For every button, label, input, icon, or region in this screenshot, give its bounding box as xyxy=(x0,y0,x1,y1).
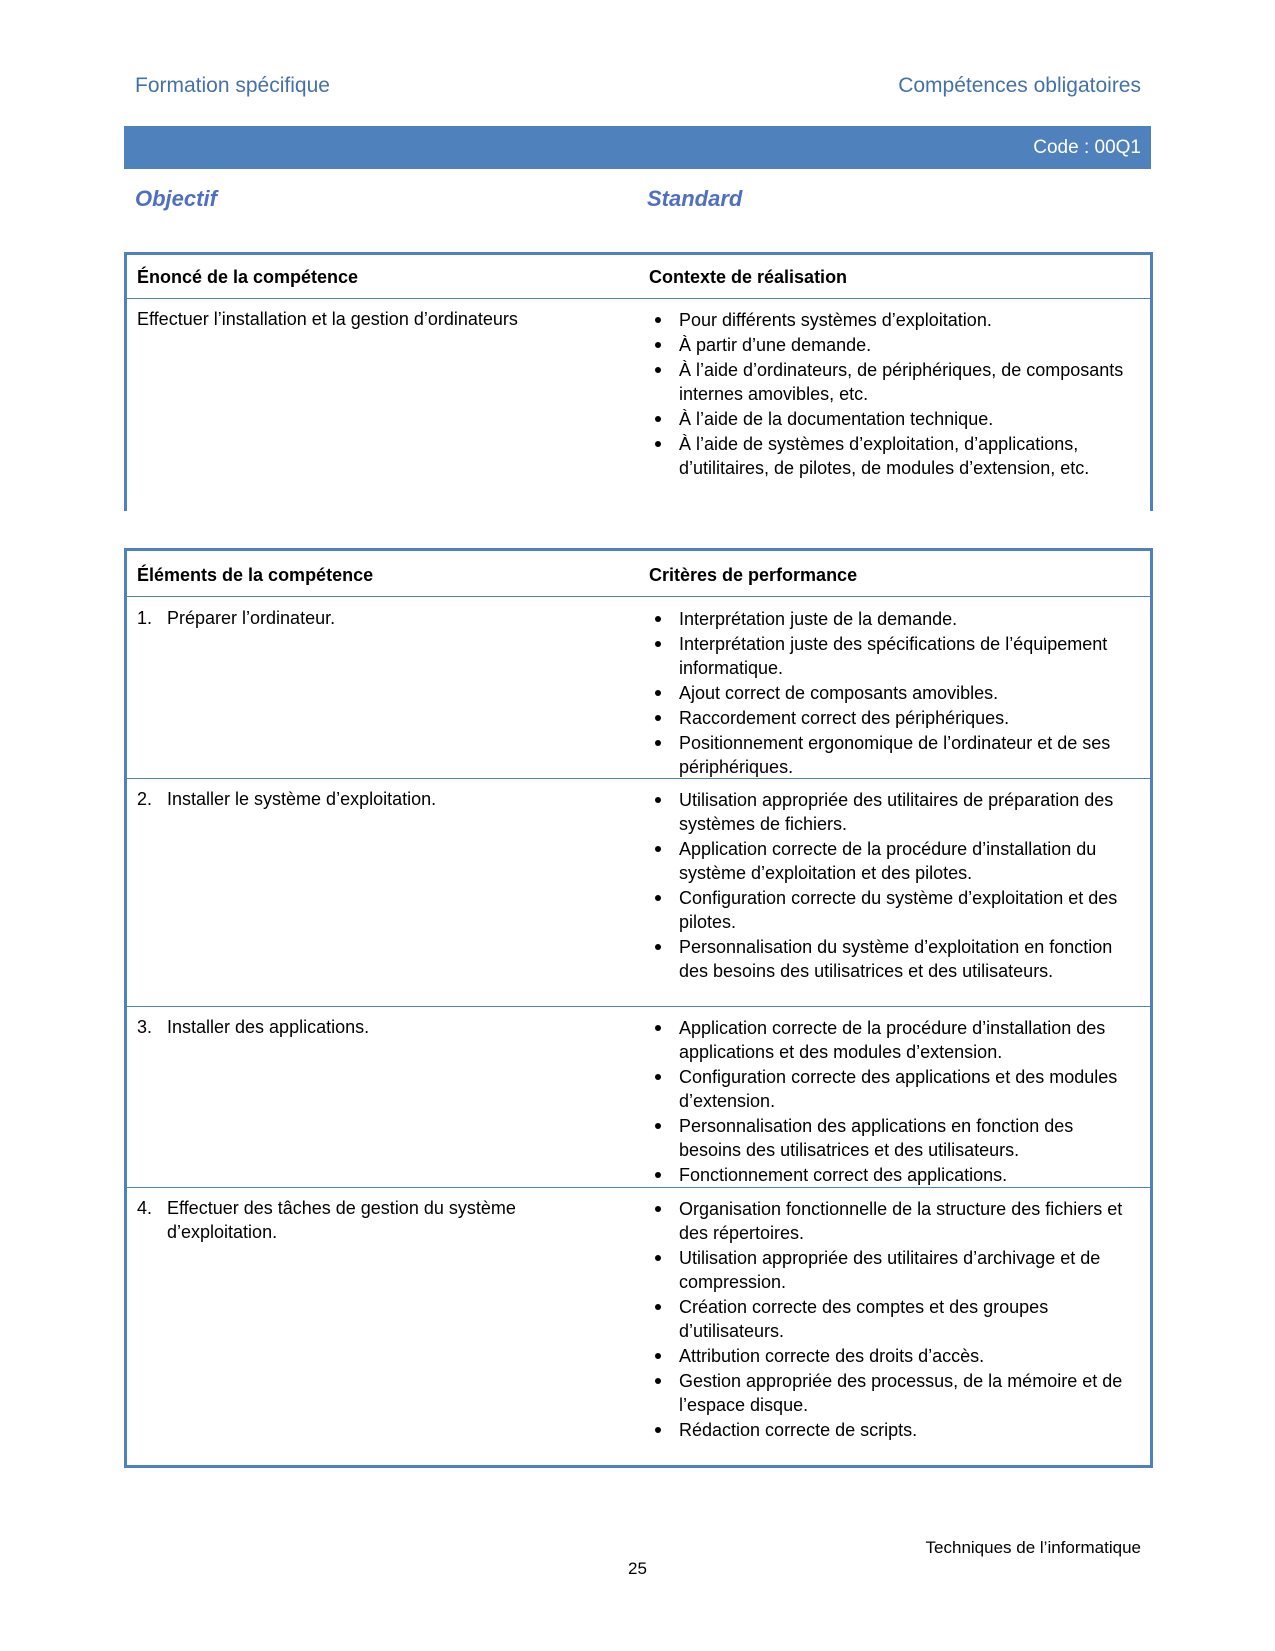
context-list xyxy=(649,308,1139,481)
element-number: 3. xyxy=(137,1017,153,1037)
list-item: Utilisation appropriée des utilitaires de préparation des systèmes de fichiers. xyxy=(649,788,1139,836)
competency-code: Code : 00Q1 xyxy=(1033,137,1141,158)
page-number: 25 xyxy=(628,1559,647,1578)
list-item: À l’aide d’ordinateurs, de périphériques, de composants internes amovibles, etc. xyxy=(649,358,1139,406)
criteria-list-3 xyxy=(649,1016,1139,1188)
header-divider xyxy=(127,596,1150,597)
list-item: Attribution correcte des droits d’accès. xyxy=(649,1344,1139,1368)
element-3 xyxy=(137,1015,577,1039)
element-text: Effectuer des tâches de gestion du système d’exploitation. xyxy=(167,1198,516,1242)
list-item: Interprétation juste des spécifications de l’équipement informatique. xyxy=(649,632,1139,680)
criteria-list-2 xyxy=(649,788,1139,984)
list-item: Organisation fonctionnelle de la structure des fichiers et des répertoires. xyxy=(649,1197,1139,1245)
row-divider xyxy=(127,1187,1150,1188)
list-item: Application correcte de la procédure d’installation des applications et des modules d’extension. xyxy=(649,1016,1139,1064)
element-2 xyxy=(137,787,577,811)
header-section: Compétences obligatoires xyxy=(898,74,1141,97)
element-number: 4. xyxy=(137,1198,153,1218)
list-item: Configuration correcte des applications et des modules d’extension. xyxy=(649,1065,1139,1113)
element-number: 2. xyxy=(137,789,153,809)
list-item: À partir d’une demande. xyxy=(649,333,1139,357)
objectif-title: Objectif xyxy=(135,186,217,211)
element-number: 1. xyxy=(137,608,153,628)
criteria-list-4 xyxy=(649,1197,1139,1443)
header-program: Formation spécifique xyxy=(135,74,330,97)
context-header: Contexte de réalisation xyxy=(649,267,848,287)
list-item: Rédaction correcte de scripts. xyxy=(649,1418,1139,1442)
element-text: Préparer l’ordinateur. xyxy=(167,608,336,628)
list-item: Ajout correct de composants amovibles. xyxy=(649,681,1139,705)
criteria-list-1 xyxy=(649,607,1139,780)
elements-header: Éléments de la compétence xyxy=(137,565,374,585)
competency-statement: Effectuer l’installation et la gestion d’ordinateurs xyxy=(137,309,518,329)
list-item: Pour différents systèmes d’exploitation. xyxy=(649,308,1139,332)
list-item: Personnalisation des applications en fonction des besoins des utilisatrices et des utilisateurs. xyxy=(649,1114,1139,1162)
list-item: Raccordement correct des périphériques. xyxy=(649,706,1139,730)
standard-title: Standard xyxy=(647,186,743,211)
element-1 xyxy=(137,606,577,630)
header-divider xyxy=(127,298,1150,299)
list-item: Gestion appropriée des processus, de la mémoire et de l’espace disque. xyxy=(649,1369,1139,1417)
row-divider xyxy=(127,778,1150,779)
list-item: Positionnement ergonomique de l’ordinateur et de ses périphériques. xyxy=(649,731,1139,779)
list-item: À l’aide de systèmes d’exploitation, d’applications, d’utilitaires, de pilotes, de modules d’extension, etc. xyxy=(649,432,1139,480)
performance-criteria-table xyxy=(124,548,1153,1468)
element-text: Installer le système d’exploitation. xyxy=(167,789,437,809)
statement-header: Énoncé de la compétence xyxy=(137,267,359,287)
list-item: Application correcte de la procédure d’installation du système d’exploitation et des pilotes. xyxy=(649,837,1139,885)
list-item: Création correcte des comptes et des groupes d’utilisateurs. xyxy=(649,1295,1139,1343)
competency-statement-table xyxy=(124,252,1153,511)
criteria-header: Critères de performance xyxy=(649,565,858,585)
list-item: À l’aide de la documentation technique. xyxy=(649,407,1139,431)
list-item: Personnalisation du système d’exploitation en fonction des besoins des utilisatrices et des utilisateurs. xyxy=(649,935,1139,983)
footer-program: Techniques de l’informatique xyxy=(925,1538,1141,1557)
list-item: Fonctionnement correct des applications. xyxy=(649,1163,1139,1187)
element-4 xyxy=(137,1196,577,1244)
element-text: Installer des applications. xyxy=(167,1017,370,1037)
code-bar xyxy=(124,126,1151,169)
list-item: Interprétation juste de la demande. xyxy=(649,607,1139,631)
row-divider xyxy=(127,1006,1150,1007)
list-item: Utilisation appropriée des utilitaires d’archivage et de compression. xyxy=(649,1246,1139,1294)
list-item: Configuration correcte du système d’exploitation et des pilotes. xyxy=(649,886,1139,934)
